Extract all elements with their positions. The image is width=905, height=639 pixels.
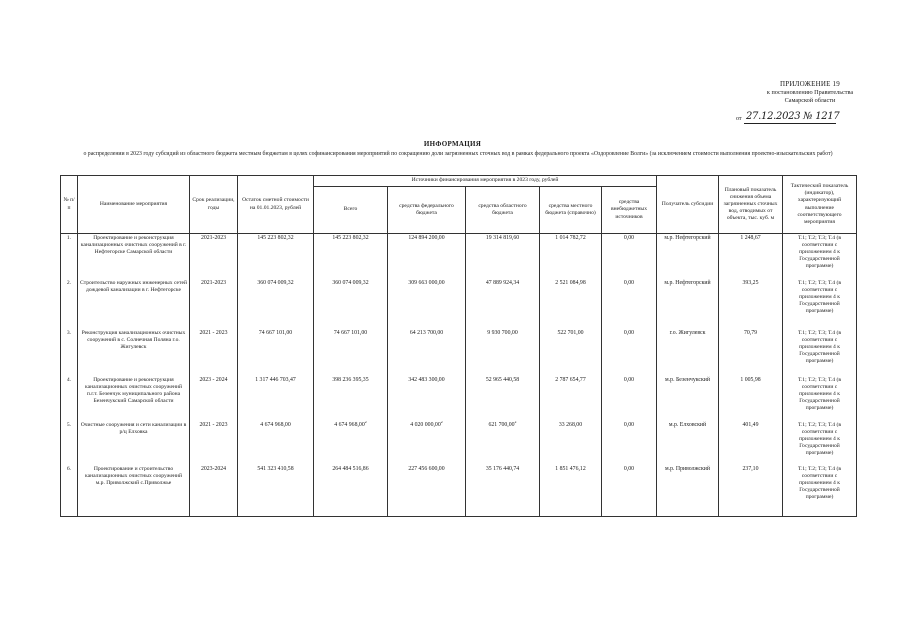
resolution-date-number [736,111,846,125]
header-federal: средства федерального бюджета [388,187,466,234]
row-balance: 541 323 410,58 [238,465,314,517]
row-offbudget: 0,00 [602,376,657,421]
row-indicator: 401,49 [719,421,783,465]
row-period: 2023-2024 [190,465,238,517]
row-name: Проектирование и реконструкция канализационных очистных сооружений п.г.т. Безенчук муниципального района Безенчукский Самарской области [78,376,190,421]
row-federal [388,421,466,465]
appendix-header [745,80,875,106]
row-total: 264 484 516,86 [314,465,388,517]
row-offbudget: 0,00 [602,465,657,517]
header-balance: Остаток сметной стоимости на 01.01.2023, рублей [238,176,314,234]
handwritten-number: 1217 [815,111,840,122]
row-name: Проектирование и строительство канализационных очистных сооружений м.р. Приволжский с.Приволжье [78,465,190,517]
row-indicator: 237,10 [719,465,783,517]
footnote-mark: 2 [364,420,367,424]
subsidy-table [60,175,857,517]
row-balance: 74 667 101,00 [238,329,314,376]
row-period: 2023 - 2024 [190,376,238,421]
row-name: Реконструкция канализационных очистных сооружений в с. Солнечная Поляна г.о. Жигулевск [78,329,190,376]
row-regional: 47 889 924,34 [466,279,540,329]
row-balance: 1 317 446 703,47 [238,376,314,421]
row-balance: 4 674 968,00 [238,421,314,465]
row-period: 2021 - 2023 [190,329,238,376]
row-total [314,421,388,465]
row-period: 2021 - 2023 [190,421,238,465]
row-target: Т.1; Т.2; Т.3; Т.4 (в соответствии с приложением 4 к Государственной программе) [783,279,857,329]
row-recipient: г.о. Жигулевск [657,329,719,376]
row-federal: 124 894 200,00 [388,234,466,279]
row-period: 2021-2023 [190,279,238,329]
footnote-mark: 2 [440,420,443,424]
row-num: 1. [61,234,78,279]
table-row [61,234,857,279]
row-recipient: м.р. Нефтегорский [657,279,719,329]
header-period: Срок реализации, годы [190,176,238,234]
row-name: Проектирование и реконструкция канализационных очистных сооружений в г. Нефтегорске Самарской области [78,234,190,279]
row-local: 522 701,00 [540,329,602,376]
table-row [61,376,857,421]
row-offbudget: 0,00 [602,279,657,329]
row-target: Т.1; Т.2; Т.3; Т.4 (в соответствии с приложением 4 к Государственной программе) [783,376,857,421]
row-total: 398 236 395,35 [314,376,388,421]
row-target: Т.1; Т.2; Т.3; Т.4 (в соответствии с приложением 4 к Государственной программе) [783,329,857,376]
row-period: 2021-2023 [190,234,238,279]
row-recipient: м.р. Елховский [657,421,719,465]
row-regional: 52 965 440,58 [466,376,540,421]
row-regional: 35 176 440,74 [466,465,540,517]
handwritten-date-number [746,111,839,122]
row-regional: 9 930 700,00 [466,329,540,376]
row-total-value: 4 674 968,00 [334,421,365,428]
row-federal: 342 483 300,00 [388,376,466,421]
row-num: 2. [61,279,78,329]
row-indicator: 70,79 [719,329,783,376]
table-row [61,279,857,329]
row-name: Строительство наружных инженерных сетей дождевой канализации в г. Нефтегорске [78,279,190,329]
appendix-line-2: к постановлению Правительства [766,88,854,96]
row-num: 6. [61,465,78,517]
document-title: ИНФОРМАЦИЯ [423,140,482,148]
header-name: Наименование мероприятия [78,176,190,234]
row-indicator: 393,25 [719,279,783,329]
row-target: Т.1; Т.2; Т.3; Т.4 (в соответствии с приложением 4 к Государственной программе) [783,421,857,465]
row-federal-value: 4 020 000,00 [410,421,441,428]
number-prefix: № [803,111,813,122]
header-num: № п/п [61,176,78,234]
table-row [61,329,857,376]
header-target: Тактический показатель (индикатор), характеризующий выполнение соответствующего мероприятия [783,176,857,234]
row-federal: 64 213 700,00 [388,329,466,376]
header-sources-group: Источники финансирования мероприятия в 2023 году, рублей [314,176,657,187]
handwritten-date: 27.12.2023 [746,111,801,122]
row-num: 4. [61,376,78,421]
appendix-line-3: Самарской области [784,97,836,104]
row-recipient: м.р. Нефтегорский [657,234,719,279]
row-regional-value: 621 700,00 [488,421,515,428]
document-subtitle: о распределении в 2023 году субсидий из областного бюджета местным бюджетам в целях софинансирования мероприятий по сокращению доли загрязненных сточных вод в рамках федерального проекта «Оздоровление Волги» (за исключением стоимости выполнения проектно-изыскательских работ) [83,151,833,157]
row-indicator: 1 005,98 [719,376,783,421]
row-recipient: м.р. Приволжский [657,465,719,517]
appendix-title: ПРИЛОЖЕНИЕ 19 [780,80,840,88]
row-local: 33 268,00 [540,421,602,465]
table-row [61,465,857,517]
signature-underline [744,123,836,124]
row-local: 2 787 654,77 [540,376,602,421]
date-prefix: от [736,116,742,122]
row-total: 145 223 802,32 [314,234,388,279]
header-regional: средства областного бюджета [466,187,540,234]
row-recipient: м.р. Безенчукский [657,376,719,421]
header-indicator: Плановый показатель снижения объема загрязненных сточных вод, отводимых от объекта, тыс. куб. м [719,176,783,234]
row-local: 1 014 782,72 [540,234,602,279]
row-target: Т.1; Т.2; Т.3; Т.4 (в соответствии с приложением 4 к Государственной программе) [783,234,857,279]
row-regional: 19 314 819,60 [466,234,540,279]
header-total: Всего [314,187,388,234]
header-offbudget: средства внебюджетных источников [602,187,657,234]
table-row [61,421,857,465]
row-name: Очистные сооружения и сети канализации в р/ц Елховка [78,421,190,465]
header-local: средства местного бюджета (справочно) [540,187,602,234]
row-federal: 309 663 000,00 [388,279,466,329]
footnote-mark: 2 [514,420,517,424]
row-target: Т.1; Т.2; Т.3; Т.4 (в соответствии с приложением 4 к Государственной программе) [783,465,857,517]
row-federal: 227 456 600,00 [388,465,466,517]
row-balance: 360 074 009,32 [238,279,314,329]
row-offbudget: 0,00 [602,234,657,279]
row-indicator: 1 248,67 [719,234,783,279]
row-balance: 145 223 802,32 [238,234,314,279]
row-regional [466,421,540,465]
row-num: 3. [61,329,78,376]
row-offbudget: 0,00 [602,421,657,465]
row-total: 74 667 101,00 [314,329,388,376]
row-num: 5. [61,421,78,465]
header-recipient: Получатель субсидии [657,176,719,234]
row-local: 1 851 476,12 [540,465,602,517]
row-offbudget: 0,00 [602,329,657,376]
row-total: 360 074 009,32 [314,279,388,329]
row-local: 2 521 084,98 [540,279,602,329]
